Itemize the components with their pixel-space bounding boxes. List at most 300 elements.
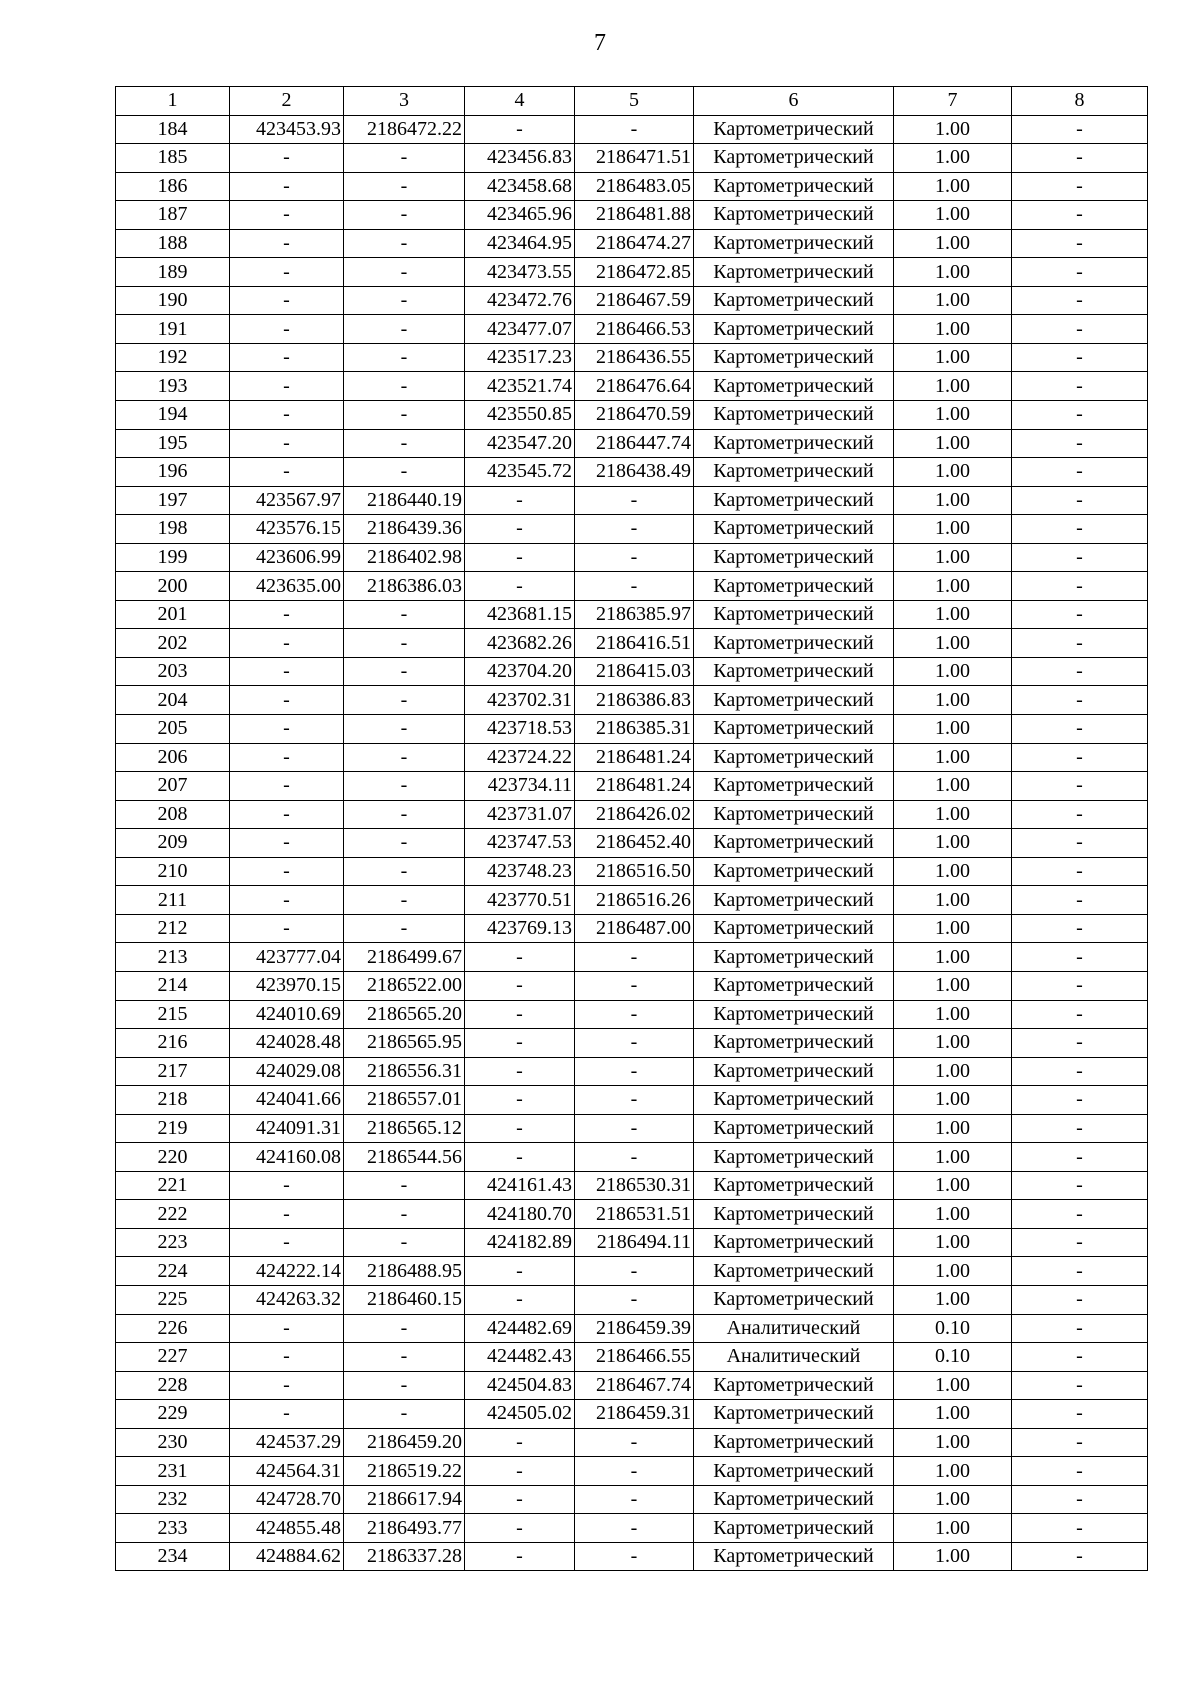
cell-x-coordinate-alt: 423682.26 [465, 629, 575, 658]
cell-note: - [1012, 144, 1148, 173]
table-row [116, 401, 1148, 430]
cell-y-coordinate-alt: 2186426.02 [575, 800, 694, 829]
cell-y-coordinate-alt: 2186386.83 [575, 686, 694, 715]
cell-y-coordinate-alt: - [575, 1143, 694, 1172]
cell-x-coordinate-alt: 423456.83 [465, 144, 575, 173]
cell-x-coordinate: 423606.99 [230, 543, 344, 572]
cell-accuracy: 1.00 [894, 286, 1012, 315]
cell-point-number: 226 [116, 1314, 230, 1343]
cell-method: Картометрический [694, 486, 894, 515]
table-row [116, 201, 1148, 230]
cell-note: - [1012, 1171, 1148, 1200]
cell-y-coordinate: 2186402.98 [344, 543, 465, 572]
cell-accuracy: 1.00 [894, 115, 1012, 144]
table-row [116, 1371, 1148, 1400]
cell-point-number: 227 [116, 1343, 230, 1372]
cell-accuracy: 1.00 [894, 1428, 1012, 1457]
cell-x-coordinate-alt: 423731.07 [465, 800, 575, 829]
cell-x-coordinate-alt: 423681.15 [465, 600, 575, 629]
table-row [116, 144, 1148, 173]
table-row [116, 1000, 1148, 1029]
cell-x-coordinate: 424884.62 [230, 1542, 344, 1571]
cell-y-coordinate-alt: 2186487.00 [575, 914, 694, 943]
cell-x-coordinate: - [230, 343, 344, 372]
cell-x-coordinate-alt: 424504.83 [465, 1371, 575, 1400]
cell-accuracy: 1.00 [894, 886, 1012, 915]
table-header [116, 87, 1148, 116]
table-row [116, 772, 1148, 801]
cell-accuracy: 1.00 [894, 1029, 1012, 1058]
cell-y-coordinate-alt: 2186531.51 [575, 1200, 694, 1229]
cell-y-coordinate-alt: 2186516.50 [575, 857, 694, 886]
cell-accuracy: 1.00 [894, 315, 1012, 344]
table-body [116, 115, 1148, 1571]
table-row [116, 172, 1148, 201]
cell-point-number: 187 [116, 201, 230, 230]
table-row [116, 800, 1148, 829]
cell-accuracy: 1.00 [894, 343, 1012, 372]
cell-accuracy: 1.00 [894, 543, 1012, 572]
header-col-6: 6 [694, 87, 894, 116]
cell-note: - [1012, 914, 1148, 943]
cell-note: - [1012, 1371, 1148, 1400]
cell-x-coordinate: - [230, 686, 344, 715]
cell-x-coordinate-alt: - [465, 1114, 575, 1143]
cell-method: Аналитический [694, 1314, 894, 1343]
cell-point-number: 195 [116, 429, 230, 458]
cell-method: Картометрический [694, 1228, 894, 1257]
cell-x-coordinate-alt: - [465, 1086, 575, 1115]
cell-note: - [1012, 315, 1148, 344]
cell-note: - [1012, 686, 1148, 715]
table-row [116, 1514, 1148, 1543]
cell-note: - [1012, 629, 1148, 658]
cell-note: - [1012, 515, 1148, 544]
cell-y-coordinate: - [344, 1314, 465, 1343]
table-row [116, 429, 1148, 458]
cell-point-number: 194 [116, 401, 230, 430]
cell-note: - [1012, 829, 1148, 858]
cell-note: - [1012, 172, 1148, 201]
table-row [116, 515, 1148, 544]
cell-y-coordinate-alt: 2186459.31 [575, 1400, 694, 1429]
cell-method: Картометрический [694, 829, 894, 858]
cell-x-coordinate: 424010.69 [230, 1000, 344, 1029]
cell-y-coordinate-alt: 2186447.74 [575, 429, 694, 458]
cell-method: Картометрический [694, 1285, 894, 1314]
cell-point-number: 228 [116, 1371, 230, 1400]
cell-y-coordinate-alt: 2186415.03 [575, 657, 694, 686]
table-row [116, 1143, 1148, 1172]
cell-x-coordinate: 424091.31 [230, 1114, 344, 1143]
header-col-3: 3 [344, 87, 465, 116]
cell-y-coordinate: 2186439.36 [344, 515, 465, 544]
cell-note: - [1012, 1228, 1148, 1257]
cell-note: - [1012, 1114, 1148, 1143]
cell-point-number: 207 [116, 772, 230, 801]
cell-y-coordinate-alt: 2186494.11 [575, 1228, 694, 1257]
cell-x-coordinate-alt: 423718.53 [465, 715, 575, 744]
cell-point-number: 213 [116, 943, 230, 972]
table-row [116, 1171, 1148, 1200]
cell-x-coordinate-alt: 423547.20 [465, 429, 575, 458]
cell-x-coordinate-alt: 423545.72 [465, 458, 575, 487]
cell-y-coordinate: 2186337.28 [344, 1542, 465, 1571]
cell-y-coordinate: - [344, 886, 465, 915]
cell-y-coordinate-alt: - [575, 115, 694, 144]
cell-x-coordinate-alt: 424482.43 [465, 1343, 575, 1372]
cell-point-number: 220 [116, 1143, 230, 1172]
cell-accuracy: 1.00 [894, 1086, 1012, 1115]
header-col-4: 4 [465, 87, 575, 116]
cell-accuracy: 1.00 [894, 144, 1012, 173]
cell-point-number: 196 [116, 458, 230, 487]
cell-x-coordinate-alt: - [465, 1285, 575, 1314]
cell-x-coordinate-alt: 423747.53 [465, 829, 575, 858]
cell-note: - [1012, 1457, 1148, 1486]
cell-x-coordinate-alt: 423769.13 [465, 914, 575, 943]
table-row [116, 1285, 1148, 1314]
cell-y-coordinate: 2186472.22 [344, 115, 465, 144]
cell-method: Картометрический [694, 1514, 894, 1543]
cell-point-number: 200 [116, 572, 230, 601]
cell-x-coordinate-alt: - [465, 1542, 575, 1571]
table-row [116, 914, 1148, 943]
cell-point-number: 221 [116, 1171, 230, 1200]
cell-method: Картометрический [694, 201, 894, 230]
cell-note: - [1012, 1200, 1148, 1229]
cell-point-number: 224 [116, 1257, 230, 1286]
cell-point-number: 205 [116, 715, 230, 744]
table-row [116, 343, 1148, 372]
cell-method: Картометрический [694, 286, 894, 315]
cell-point-number: 204 [116, 686, 230, 715]
table-row [116, 572, 1148, 601]
cell-y-coordinate-alt: - [575, 1514, 694, 1543]
header-col-7: 7 [894, 87, 1012, 116]
cell-method: Картометрический [694, 1086, 894, 1115]
cell-method: Картометрический [694, 572, 894, 601]
cell-accuracy: 1.00 [894, 1457, 1012, 1486]
cell-accuracy: 1.00 [894, 1485, 1012, 1514]
cell-y-coordinate: - [344, 172, 465, 201]
cell-method: Картометрический [694, 1200, 894, 1229]
cell-y-coordinate-alt: - [575, 486, 694, 515]
cell-method: Картометрический [694, 543, 894, 572]
cell-x-coordinate: - [230, 800, 344, 829]
cell-note: - [1012, 486, 1148, 515]
cell-y-coordinate-alt: 2186416.51 [575, 629, 694, 658]
cell-accuracy: 1.00 [894, 600, 1012, 629]
cell-accuracy: 1.00 [894, 486, 1012, 515]
cell-x-coordinate-alt: 423550.85 [465, 401, 575, 430]
cell-x-coordinate: - [230, 629, 344, 658]
cell-x-coordinate: - [230, 401, 344, 430]
cell-y-coordinate: 2186459.20 [344, 1428, 465, 1457]
cell-y-coordinate: 2186522.00 [344, 971, 465, 1000]
cell-y-coordinate-alt: - [575, 1285, 694, 1314]
cell-x-coordinate-alt: - [465, 115, 575, 144]
table-row [116, 1457, 1148, 1486]
table-row [116, 1086, 1148, 1115]
cell-method: Картометрический [694, 600, 894, 629]
cell-note: - [1012, 600, 1148, 629]
cell-method: Картометрический [694, 1457, 894, 1486]
cell-y-coordinate: 2186565.95 [344, 1029, 465, 1058]
cell-method: Картометрический [694, 144, 894, 173]
cell-accuracy: 1.00 [894, 1371, 1012, 1400]
cell-y-coordinate: - [344, 1171, 465, 1200]
cell-method: Картометрический [694, 1000, 894, 1029]
header-col-1: 1 [116, 87, 230, 116]
cell-method: Картометрический [694, 1428, 894, 1457]
cell-y-coordinate-alt: 2186459.39 [575, 1314, 694, 1343]
cell-accuracy: 1.00 [894, 372, 1012, 401]
cell-note: - [1012, 1086, 1148, 1115]
cell-method: Картометрический [694, 1114, 894, 1143]
header-col-8: 8 [1012, 87, 1148, 116]
cell-point-number: 209 [116, 829, 230, 858]
cell-x-coordinate: - [230, 772, 344, 801]
table-row [116, 115, 1148, 144]
table-row [116, 829, 1148, 858]
cell-accuracy: 1.00 [894, 1171, 1012, 1200]
cell-note: - [1012, 1057, 1148, 1086]
cell-y-coordinate: 2186617.94 [344, 1485, 465, 1514]
cell-x-coordinate-alt: - [465, 1057, 575, 1086]
cell-y-coordinate: - [344, 372, 465, 401]
cell-y-coordinate: - [344, 458, 465, 487]
cell-accuracy: 1.00 [894, 1114, 1012, 1143]
table-row [116, 543, 1148, 572]
cell-point-number: 201 [116, 600, 230, 629]
cell-accuracy: 1.00 [894, 943, 1012, 972]
cell-x-coordinate-alt: 423724.22 [465, 743, 575, 772]
cell-x-coordinate: - [230, 229, 344, 258]
cell-y-coordinate: - [344, 600, 465, 629]
cell-x-coordinate-alt: 423521.74 [465, 372, 575, 401]
cell-accuracy: 1.00 [894, 1143, 1012, 1172]
cell-accuracy: 1.00 [894, 829, 1012, 858]
cell-y-coordinate-alt: - [575, 1086, 694, 1115]
cell-point-number: 193 [116, 372, 230, 401]
cell-point-number: 198 [116, 515, 230, 544]
cell-note: - [1012, 1343, 1148, 1372]
cell-point-number: 219 [116, 1114, 230, 1143]
cell-note: - [1012, 258, 1148, 287]
cell-y-coordinate-alt: 2186436.55 [575, 343, 694, 372]
cell-note: - [1012, 857, 1148, 886]
cell-y-coordinate-alt: 2186467.74 [575, 1371, 694, 1400]
cell-note: - [1012, 886, 1148, 915]
cell-accuracy: 1.00 [894, 657, 1012, 686]
cell-y-coordinate: - [344, 829, 465, 858]
cell-y-coordinate: - [344, 401, 465, 430]
cell-point-number: 217 [116, 1057, 230, 1086]
cell-point-number: 186 [116, 172, 230, 201]
cell-x-coordinate: 423453.93 [230, 115, 344, 144]
cell-method: Картометрический [694, 1171, 894, 1200]
cell-note: - [1012, 743, 1148, 772]
cell-point-number: 211 [116, 886, 230, 915]
cell-x-coordinate: 424728.70 [230, 1485, 344, 1514]
cell-y-coordinate: - [344, 743, 465, 772]
cell-accuracy: 1.00 [894, 857, 1012, 886]
cell-y-coordinate-alt: - [575, 1457, 694, 1486]
cell-x-coordinate: - [230, 1371, 344, 1400]
cell-note: - [1012, 201, 1148, 230]
cell-y-coordinate-alt: 2186530.31 [575, 1171, 694, 1200]
cell-x-coordinate-alt: 423748.23 [465, 857, 575, 886]
table-row [116, 286, 1148, 315]
cell-method: Картометрический [694, 772, 894, 801]
cell-x-coordinate-alt: 423517.23 [465, 343, 575, 372]
cell-point-number: 203 [116, 657, 230, 686]
cell-x-coordinate: 424537.29 [230, 1428, 344, 1457]
table-row [116, 1057, 1148, 1086]
cell-y-coordinate-alt: 2186476.64 [575, 372, 694, 401]
cell-x-coordinate: 424263.32 [230, 1285, 344, 1314]
cell-note: - [1012, 429, 1148, 458]
cell-method: Картометрический [694, 1029, 894, 1058]
cell-accuracy: 1.00 [894, 572, 1012, 601]
cell-y-coordinate-alt: - [575, 1257, 694, 1286]
cell-point-number: 212 [116, 914, 230, 943]
cell-y-coordinate-alt: 2186471.51 [575, 144, 694, 173]
table-row [116, 686, 1148, 715]
cell-note: - [1012, 1514, 1148, 1543]
cell-note: - [1012, 943, 1148, 972]
cell-accuracy: 1.00 [894, 1257, 1012, 1286]
cell-y-coordinate: - [344, 1400, 465, 1429]
cell-y-coordinate: - [344, 914, 465, 943]
cell-point-number: 208 [116, 800, 230, 829]
cell-method: Картометрический [694, 515, 894, 544]
cell-x-coordinate-alt: 424180.70 [465, 1200, 575, 1229]
cell-point-number: 225 [116, 1285, 230, 1314]
cell-note: - [1012, 286, 1148, 315]
cell-y-coordinate: 2186519.22 [344, 1457, 465, 1486]
table-row [116, 229, 1148, 258]
cell-accuracy: 1.00 [894, 1542, 1012, 1571]
cell-x-coordinate: 423970.15 [230, 971, 344, 1000]
cell-method: Картометрический [694, 372, 894, 401]
table-row [116, 372, 1148, 401]
cell-y-coordinate-alt: 2186472.85 [575, 258, 694, 287]
cell-y-coordinate: 2186493.77 [344, 1514, 465, 1543]
cell-point-number: 210 [116, 857, 230, 886]
cell-point-number: 214 [116, 971, 230, 1000]
cell-y-coordinate: - [344, 772, 465, 801]
table-row [116, 315, 1148, 344]
cell-x-coordinate-alt: - [465, 1428, 575, 1457]
cell-x-coordinate: 423777.04 [230, 943, 344, 972]
cell-accuracy: 1.00 [894, 429, 1012, 458]
cell-y-coordinate: 2186440.19 [344, 486, 465, 515]
table-row [116, 600, 1148, 629]
cell-note: - [1012, 115, 1148, 144]
cell-x-coordinate: 424222.14 [230, 1257, 344, 1286]
cell-method: Картометрический [694, 743, 894, 772]
cell-point-number: 188 [116, 229, 230, 258]
cell-method: Картометрический [694, 1485, 894, 1514]
cell-method: Аналитический [694, 1343, 894, 1372]
cell-note: - [1012, 1285, 1148, 1314]
cell-note: - [1012, 1314, 1148, 1343]
cell-accuracy: 1.00 [894, 1285, 1012, 1314]
cell-x-coordinate-alt: 423770.51 [465, 886, 575, 915]
cell-y-coordinate-alt: 2186385.31 [575, 715, 694, 744]
cell-y-coordinate-alt: 2186481.24 [575, 743, 694, 772]
cell-x-coordinate: - [230, 172, 344, 201]
table-row [116, 743, 1148, 772]
cell-note: - [1012, 458, 1148, 487]
table-row [116, 629, 1148, 658]
cell-x-coordinate-alt: 423458.68 [465, 172, 575, 201]
cell-note: - [1012, 715, 1148, 744]
cell-accuracy: 0.10 [894, 1343, 1012, 1372]
cell-point-number: 234 [116, 1542, 230, 1571]
cell-point-number: 202 [116, 629, 230, 658]
cell-y-coordinate: 2186544.56 [344, 1143, 465, 1172]
cell-accuracy: 1.00 [894, 686, 1012, 715]
cell-accuracy: 1.00 [894, 201, 1012, 230]
cell-x-coordinate-alt: - [465, 515, 575, 544]
cell-x-coordinate-alt: 424505.02 [465, 1400, 575, 1429]
table-row [116, 943, 1148, 972]
cell-y-coordinate-alt: - [575, 1114, 694, 1143]
cell-y-coordinate: - [344, 800, 465, 829]
cell-x-coordinate-alt: - [465, 943, 575, 972]
cell-method: Картометрический [694, 1143, 894, 1172]
cell-x-coordinate: - [230, 657, 344, 686]
cell-x-coordinate: 424029.08 [230, 1057, 344, 1086]
cell-x-coordinate-alt: 423464.95 [465, 229, 575, 258]
cell-method: Картометрический [694, 971, 894, 1000]
cell-x-coordinate: - [230, 857, 344, 886]
cell-accuracy: 1.00 [894, 971, 1012, 1000]
table-row [116, 486, 1148, 515]
cell-method: Картометрический [694, 1057, 894, 1086]
cell-x-coordinate: - [230, 743, 344, 772]
cell-x-coordinate: - [230, 1228, 344, 1257]
cell-y-coordinate: - [344, 315, 465, 344]
cell-x-coordinate: 424028.48 [230, 1029, 344, 1058]
cell-x-coordinate-alt: - [465, 572, 575, 601]
cell-x-coordinate: 424160.08 [230, 1143, 344, 1172]
cell-accuracy: 0.10 [894, 1314, 1012, 1343]
cell-y-coordinate: 2186460.15 [344, 1285, 465, 1314]
cell-x-coordinate: 424855.48 [230, 1514, 344, 1543]
cell-y-coordinate-alt: - [575, 1000, 694, 1029]
cell-x-coordinate: 423576.15 [230, 515, 344, 544]
cell-method: Картометрический [694, 1400, 894, 1429]
cell-x-coordinate: - [230, 201, 344, 230]
cell-accuracy: 1.00 [894, 515, 1012, 544]
table-row [116, 1314, 1148, 1343]
cell-point-number: 190 [116, 286, 230, 315]
cell-y-coordinate: - [344, 286, 465, 315]
cell-accuracy: 1.00 [894, 629, 1012, 658]
cell-y-coordinate-alt: 2186470.59 [575, 401, 694, 430]
cell-x-coordinate: - [230, 1400, 344, 1429]
table-row [116, 1257, 1148, 1286]
cell-y-coordinate: - [344, 1228, 465, 1257]
cell-note: - [1012, 1029, 1148, 1058]
cell-x-coordinate: - [230, 1343, 344, 1372]
cell-method: Картометрический [694, 401, 894, 430]
cell-accuracy: 1.00 [894, 1228, 1012, 1257]
